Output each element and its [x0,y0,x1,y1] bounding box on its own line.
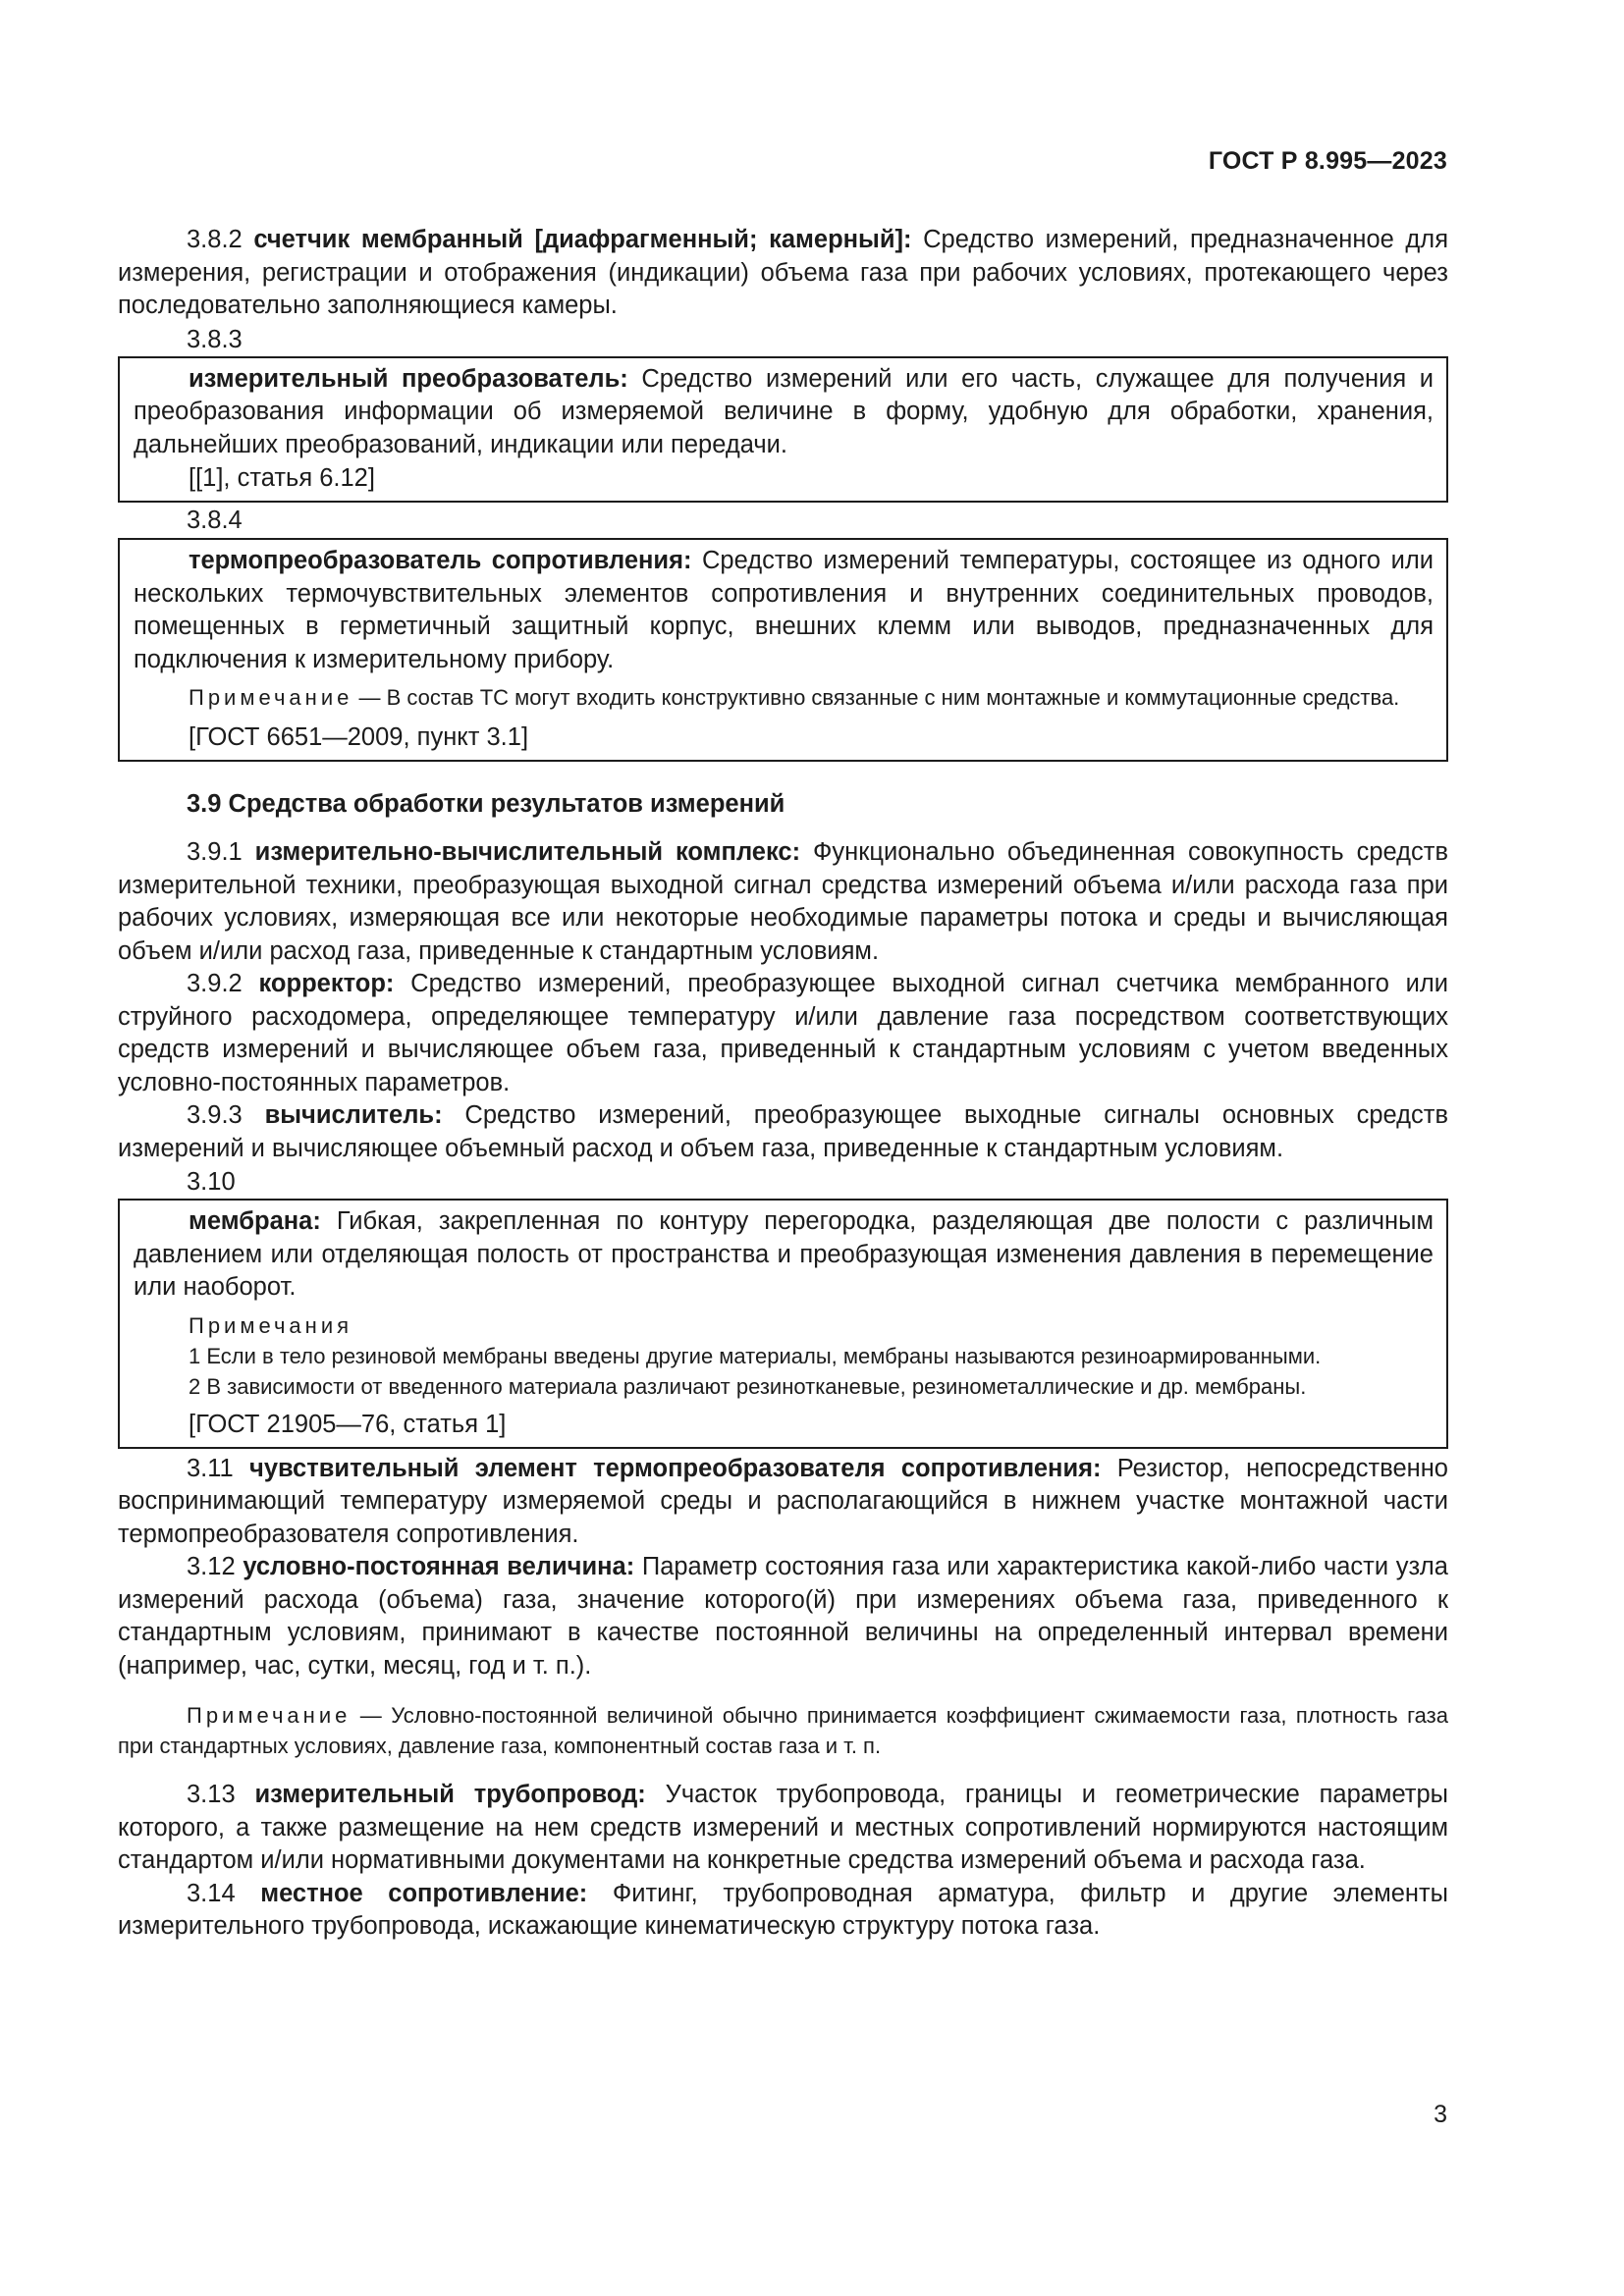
term-number-3-10: 3.10 [187,1168,236,1196]
note-text: — Условно-постоянной величиной обычно принимается коэффициент сжимаемости газа, плотность газа при стандартных условиях, давление газа, компонентный состав газа и т. п. [118,1703,1448,1758]
term-box-3-8-4 [118,538,1448,762]
term-number: 3.9.1 [187,838,243,866]
section-heading-3-9: 3.9 Средства обработки результатов измерений [187,790,785,818]
term-box-3-10 [118,1199,1448,1449]
term-name: корректор: [258,970,395,997]
term-name: измерительный преобразователь: [189,364,628,393]
term-definition: Гибкая, закрепленная по контуру перегородка, разделяющая две полости с различным давлением или отделяющая полость от пространства и преобразующая изменения давления в перемещение или наоборот. [134,1207,1434,1301]
term-box-3-8-3 [118,356,1448,504]
term-note [134,682,1434,713]
term-3-9-3 [118,1099,1448,1165]
term-number: 3.12 [187,1553,236,1580]
term-name: измерительно-вычислительный комплекс: [254,838,801,866]
term-name: термопреобразователь сопротивления: [189,547,692,574]
note-item-2: 2 В зависимости от введенного материала различают резинотканевые, резинометаллические и др. мембраны. [189,1373,1307,1399]
term-3-8-3 [134,363,1434,462]
term-name: мембрана: [189,1207,321,1235]
term-definition: Средство измерений, преобразующее выходные сигналы основных средств измерений и вычисляющее объемный расход и объем газа, приведенные к стандартным условиям. [118,1101,1448,1162]
note-label: Примечание [187,1703,352,1728]
term-definition: Средство измерений, предназначенное для измерения, регистрации и отображения (индикации) объема газа при рабочих условиях, протекающего через последовательно заполняющиеся камеры. [118,226,1448,319]
term-name: чувствительный элемент термопреобразователя сопротивления: [249,1454,1102,1482]
term-number: 3.9.2 [187,970,243,997]
note-label: Примечание [189,685,353,710]
term-definition: Фитинг, трубопроводная арматура, фильтр и другие элементы измерительного трубопровода, искажающие кинематическую структуру потока газа. [118,1879,1448,1940]
term-3-9-1 [118,836,1448,968]
term-source-ref: [[1], статья 6.12] [189,464,375,492]
page-number: 3 [1434,2101,1447,2128]
term-number: 3.9.3 [187,1101,243,1129]
term-3-11 [118,1453,1448,1552]
term-number: 3.8.2 [187,226,243,253]
document-header: ГОСТ Р 8.995—2023 [1208,147,1447,175]
term-definition: Участок трубопровода, границы и геометрические параметры которого, а также размещение на нем средств измерений и местных сопротивлений нормируются настоящим стандартом и/или нормативными документами на конкретные средства измерений объема и расхода газа. [118,1781,1448,1874]
notes-label: Примечания [189,1312,353,1338]
term-3-8-2 [118,224,1448,323]
term-note-3-12 [118,1700,1448,1761]
term-definition: Средство измерений или его часть, служащее для получения и преобразования информации об измеряемой величине в форму, удобную для обработки, хранения, дальнейших преобразований, индикации или передачи. [134,364,1434,458]
term-name: местное сопротивление: [260,1879,588,1907]
term-number: 3.11 [187,1454,234,1482]
term-notes [134,1310,1434,1402]
term-definition: Средство измерений температуры, состоящее из одного или нескольких термочувствительных элементов сопротивления и внутренних соединительных проводов, помещенных в герметичный защитный корпус, внешних клемм или выводов, предназначенных для подключения к измерительному прибору. [134,547,1434,673]
term-3-13 [118,1779,1448,1878]
term-name: счетчик мембранный [диафрагменный; камерный]: [253,226,912,253]
document-content [118,224,1448,1944]
term-name: условно-постоянная величина: [243,1553,635,1580]
term-definition: Средство измерений, преобразующее выходной сигнал счетчика мембранного или струйного расходомера, определяющее температуру и/или давление газа посредством соответствующих средств измерений и вычисляющее объем газа, приведенный к стандартным условиям с учетом введенных условно-постоянных параметров. [118,970,1448,1096]
term-name: измерительный трубопровод: [254,1781,646,1808]
term-3-10 [134,1205,1434,1305]
term-definition: Резистор, непосредственно воспринимающий температуру измеряемой среды и располагающийся в нижнем участке монтажной части термопреобразователя сопротивления. [118,1454,1448,1548]
term-number: 3.14 [187,1879,236,1907]
term-definition: Параметр состояния газа или характеристика какой-либо части узла измерений расхода (объема) газа, значение которогo(й) при измерениях объема газа, приведенного к стандартным условиям, принимают в качестве постоянной величины на определенный интервал времени (например, час, сутки, месяц, год и т. п.). [118,1553,1448,1680]
term-number-3-8-3: 3.8.3 [187,325,243,353]
term-3-8-4 [134,545,1434,676]
term-definition: Функционально объединенная совокупность средств измерительной техники, преобразующая выходной сигнал средства измерений объема и/или расхода газа при рабочих условиях, измеряющая все или некоторые необходимые параметры потока и среды и вычисляющая объем и/или расход газа, приведенные к стандартным условиям. [118,838,1448,965]
note-item-1: 1 Если в тело резиновой мембраны введены другие материалы, мембраны называются резиноармированными. [189,1343,1322,1368]
note-text: — В состав ТС могут входить конструктивно связанные с ним монтажные и коммутационные средства. [352,685,1400,710]
term-3-14 [118,1878,1448,1944]
term-3-9-2 [118,968,1448,1099]
term-source-ref: [ГОСТ 6651—2009, пункт 3.1] [189,723,529,751]
term-source-ref: [ГОСТ 21905—76, статья 1] [189,1410,507,1438]
term-number-3-8-4: 3.8.4 [187,507,243,534]
term-3-12 [118,1551,1448,1682]
term-number: 3.13 [187,1781,236,1808]
term-name: вычислитель: [264,1101,443,1129]
